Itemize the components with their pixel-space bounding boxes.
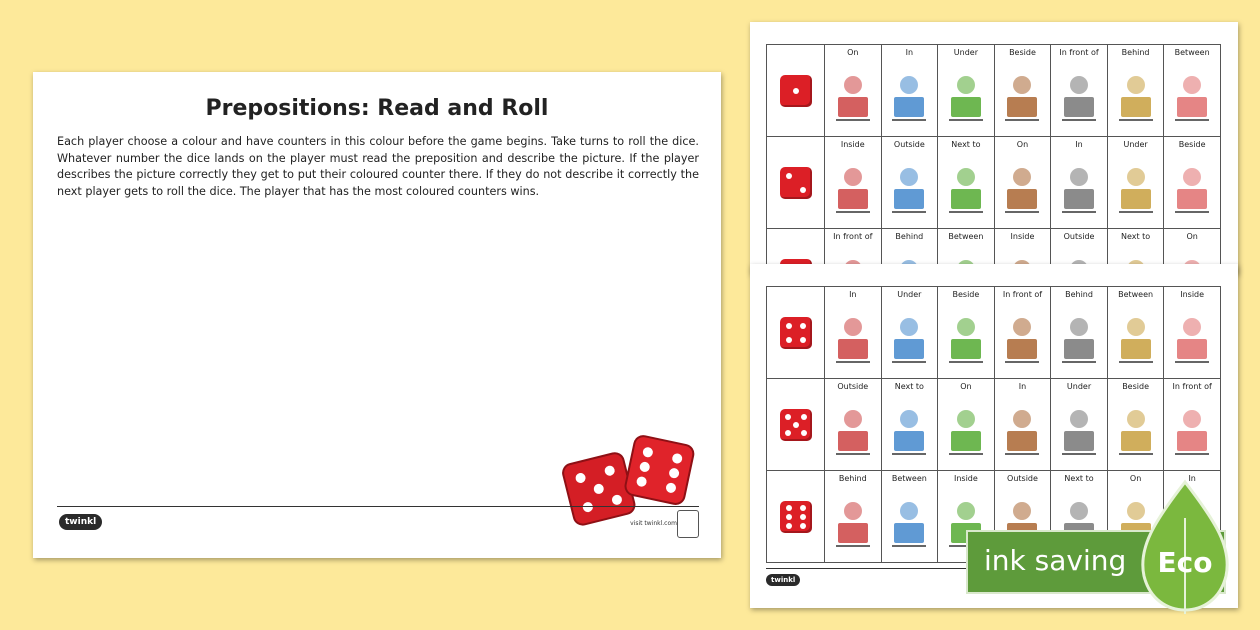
preposition-cell: [1051, 287, 1108, 379]
die-pip: [800, 337, 806, 343]
preposition-label: In: [1188, 474, 1196, 483]
preposition-label: On: [960, 382, 972, 391]
preposition-label: Outside: [893, 140, 925, 149]
die-face-icon: [780, 501, 812, 533]
preposition-label: Under: [1123, 140, 1148, 149]
preposition-picture-icon: [834, 493, 872, 549]
preposition-label: Inside: [840, 140, 865, 149]
preposition-picture-icon: [1060, 67, 1098, 123]
dice-cell: [767, 471, 825, 563]
preposition-picture-icon: [1173, 67, 1211, 123]
die-face-icon: [780, 167, 812, 199]
die-pip: [800, 323, 806, 329]
eco-badge-text: Eco: [1157, 546, 1213, 579]
die-pip: [785, 430, 791, 436]
preposition-label: In: [1018, 382, 1027, 391]
preposition-label: In: [849, 290, 857, 299]
twinkl-logo: twinkl: [59, 514, 102, 530]
preposition-picture-icon: [1060, 159, 1098, 215]
preposition-label: Next to: [1064, 474, 1094, 483]
eco-leaf-icon: [1134, 478, 1236, 614]
preposition-label: Beside: [1009, 48, 1036, 57]
preposition-cell: [1051, 45, 1108, 137]
preposition-cell: [938, 379, 995, 471]
preposition-label: Beside: [1122, 382, 1149, 391]
preposition-picture-icon: [1117, 159, 1155, 215]
die-pip: [786, 514, 792, 520]
preposition-cell: [825, 45, 882, 137]
die-pip: [801, 414, 807, 420]
preposition-picture-icon: [834, 309, 872, 365]
preposition-cell: [938, 287, 995, 379]
footer-url: visit twinkl.com: [630, 520, 677, 527]
preposition-cell: [938, 137, 995, 229]
preposition-picture-icon: [890, 493, 928, 549]
preposition-picture-icon: [947, 401, 985, 457]
dice-cell: [767, 379, 825, 471]
preposition-label: On: [1129, 474, 1142, 483]
dice-cell: [767, 137, 825, 229]
preposition-cell: [995, 379, 1052, 471]
die-pip: [800, 187, 806, 193]
worksheet-instructions: Each player choose a colour and have counters in this colour before the game begins. Take turns to roll the dice. Whatever number the dice lands on the player must read the preposition and describe the picture. If the player describes the picture correctly they get to put their coloured counter there. If they do not describe it correctly the next player gets to roll the dice. The player that has the most coloured counters wins.: [57, 135, 699, 198]
preposition-picture-icon: [890, 159, 928, 215]
preposition-label: Behind: [838, 474, 867, 483]
preposition-cell: [995, 45, 1052, 137]
preposition-cell: [995, 137, 1052, 229]
board-page-1: [750, 22, 1238, 274]
preposition-label: In front of: [1002, 290, 1043, 299]
preposition-label: Between: [1118, 290, 1154, 299]
preposition-picture-icon: [890, 309, 928, 365]
preposition-cell: [1164, 45, 1221, 137]
preposition-label: Behind: [1121, 48, 1150, 57]
preposition-label: Beside: [952, 290, 980, 299]
preposition-picture-icon: [1173, 309, 1211, 365]
preposition-cell: [882, 287, 939, 379]
die-face-icon: [780, 409, 812, 441]
preposition-picture-icon: [1003, 159, 1041, 215]
preposition-cell: [1108, 287, 1165, 379]
preposition-cell: [1164, 287, 1221, 379]
preposition-label: Between: [948, 232, 984, 241]
preposition-label: In front of: [833, 232, 873, 241]
preposition-label: On: [1186, 232, 1198, 241]
preposition-cell: [882, 471, 939, 563]
preposition-picture-icon: [947, 67, 985, 123]
preposition-cell: [938, 45, 995, 137]
preposition-label: Inside: [1180, 290, 1205, 299]
preposition-cell: [1051, 379, 1108, 471]
die-pip: [793, 88, 799, 94]
preposition-cell: [1164, 137, 1221, 229]
preposition-label: Under: [953, 48, 979, 57]
preposition-picture-icon: [1117, 401, 1155, 457]
preposition-picture-icon: [890, 401, 928, 457]
preposition-picture-icon: [1117, 309, 1155, 365]
die-pip: [800, 523, 806, 529]
preposition-label: On: [1016, 140, 1029, 149]
die-face-icon: [780, 75, 812, 107]
preposition-label: Next to: [894, 382, 924, 391]
preposition-cell: [882, 137, 939, 229]
preposition-cell: [825, 287, 882, 379]
die-pip: [786, 337, 792, 343]
dice-cell: [767, 287, 825, 379]
preposition-label: Behind: [1065, 290, 1093, 299]
die-pip: [786, 173, 792, 179]
die-pip: [786, 523, 792, 529]
preposition-label: Outside: [837, 382, 869, 391]
preposition-label: Between: [1174, 48, 1210, 57]
preposition-cell: [995, 287, 1052, 379]
preposition-cell: [825, 379, 882, 471]
preposition-label: Beside: [1178, 140, 1206, 149]
ink-saving-text: ink saving: [984, 544, 1127, 577]
preposition-picture-icon: [947, 309, 985, 365]
preposition-picture-icon: [1173, 159, 1211, 215]
dice-cell: [767, 45, 825, 137]
preposition-label: Next to: [951, 140, 981, 149]
preposition-picture-icon: [1173, 401, 1211, 457]
preposition-picture-icon: [1060, 401, 1098, 457]
preposition-label: In: [1075, 140, 1083, 149]
preposition-cell: [882, 379, 939, 471]
preposition-picture-icon: [1117, 67, 1155, 123]
preposition-picture-icon: [834, 67, 872, 123]
preposition-label: Inside: [953, 474, 978, 483]
die-pip: [800, 514, 806, 520]
preposition-picture-icon: [1003, 67, 1041, 123]
preposition-cell: [825, 471, 882, 563]
preposition-picture-icon: [890, 67, 928, 123]
preposition-label: Under: [897, 290, 922, 299]
worksheet-page: [33, 72, 721, 558]
preposition-label: Outside: [1007, 474, 1038, 483]
preposition-label: In front of: [1172, 382, 1212, 391]
preposition-label: In front of: [1059, 48, 1099, 57]
preposition-cell: [825, 137, 882, 229]
preposition-cell: [1164, 379, 1221, 471]
preposition-label: Between: [891, 474, 927, 483]
worksheet-title: Prepositions: Read and Roll: [205, 96, 549, 121]
preposition-label: Next to: [1120, 232, 1151, 241]
preposition-cell: [1108, 45, 1165, 137]
preposition-cell: [1108, 379, 1165, 471]
preposition-label: Under: [1066, 382, 1092, 391]
preposition-label: On: [847, 48, 859, 57]
die-pip: [786, 505, 792, 511]
preposition-label: Behind: [895, 232, 924, 241]
preposition-label: In: [905, 48, 914, 57]
quality-badge-icon: [677, 510, 699, 538]
die-pip: [801, 430, 807, 436]
twinkl-logo: twinkl: [766, 574, 800, 586]
preposition-label: Outside: [1063, 232, 1095, 241]
die-pip: [786, 323, 792, 329]
preposition-picture-icon: [834, 159, 872, 215]
preposition-picture-icon: [947, 159, 985, 215]
die-pip: [785, 414, 791, 420]
preposition-picture-icon: [1003, 401, 1041, 457]
die-pip: [800, 505, 806, 511]
preposition-label: Inside: [1010, 232, 1035, 241]
preposition-cell: [1108, 137, 1165, 229]
preposition-picture-icon: [1060, 309, 1098, 365]
preposition-cell: [882, 45, 939, 137]
footer-divider: [57, 506, 699, 507]
preposition-picture-icon: [834, 401, 872, 457]
preposition-picture-icon: [1003, 309, 1041, 365]
die-pip: [793, 422, 799, 428]
die-face-icon: [780, 317, 812, 349]
preposition-cell: [1051, 137, 1108, 229]
